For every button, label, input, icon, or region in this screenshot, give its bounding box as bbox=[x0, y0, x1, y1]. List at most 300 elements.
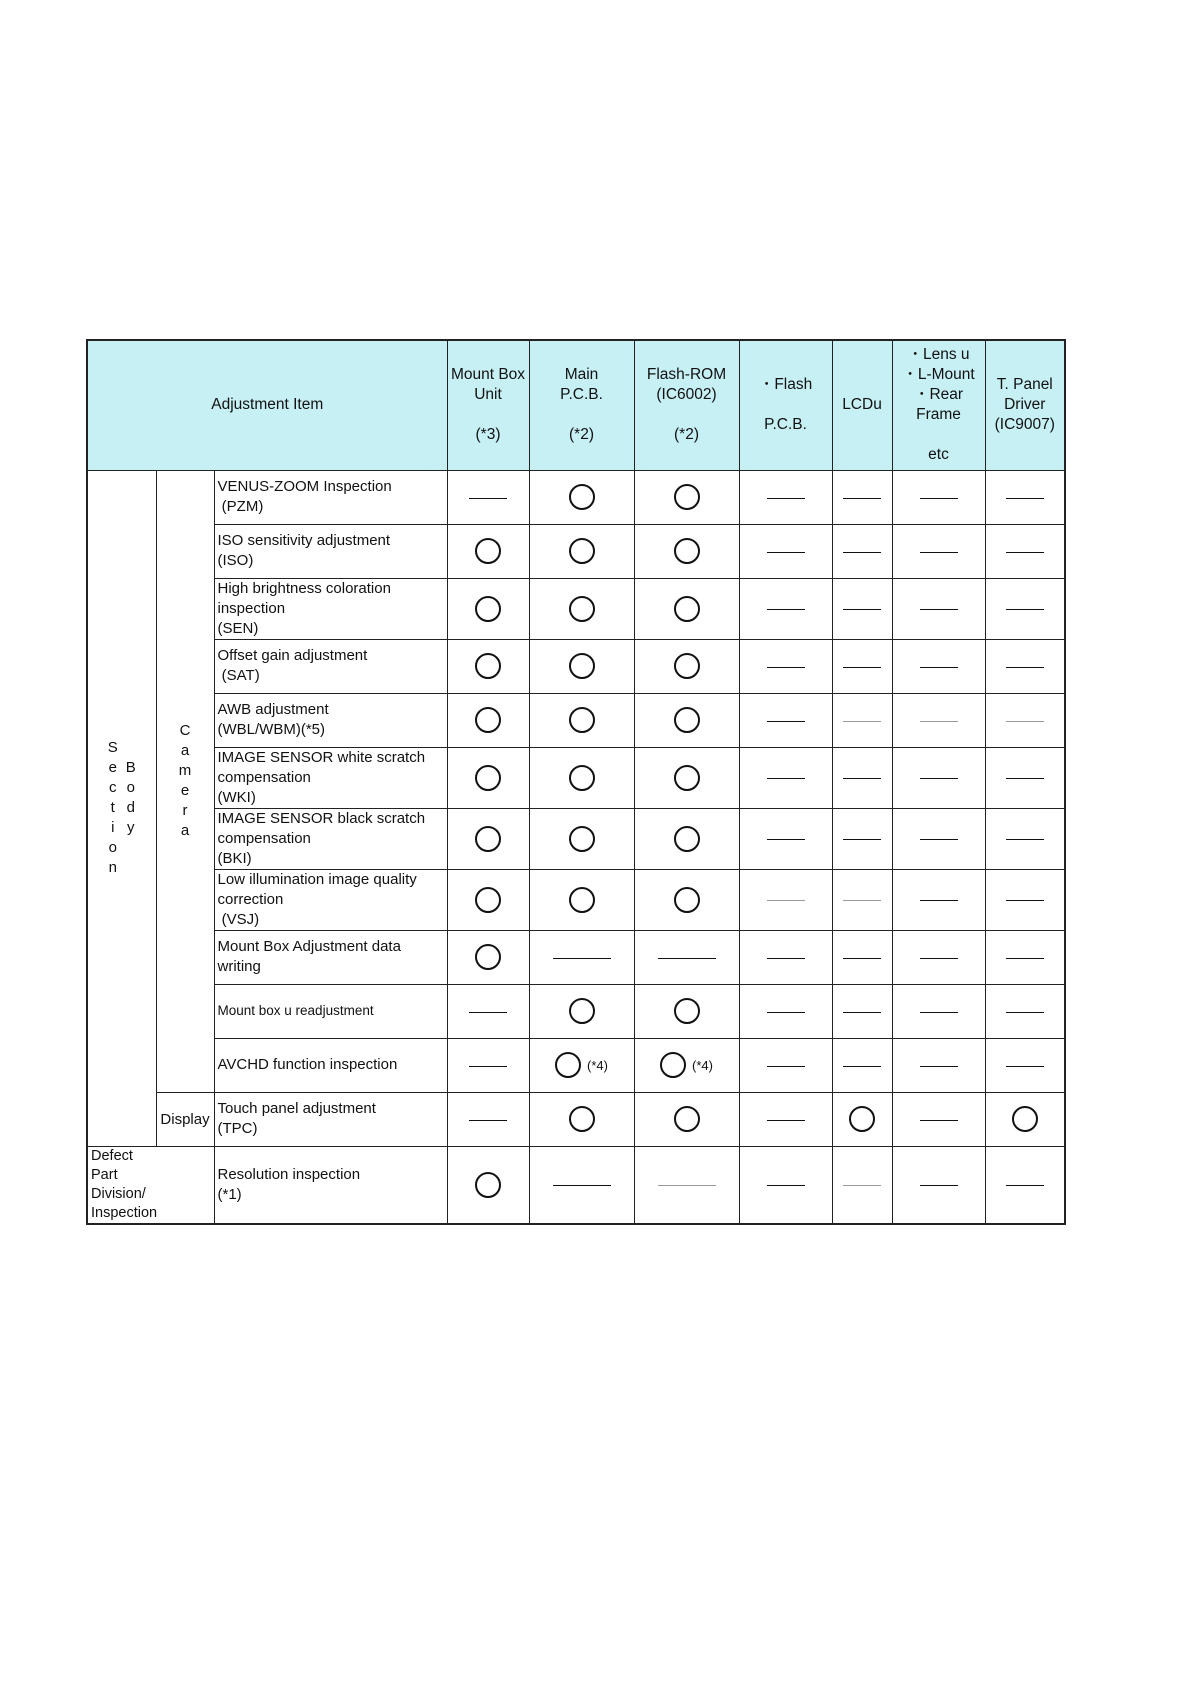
header-line: ・Flash bbox=[758, 376, 813, 394]
mark-cell bbox=[832, 984, 892, 1038]
dash-mark-icon bbox=[920, 778, 958, 779]
letter: t bbox=[110, 799, 115, 816]
mark-cell bbox=[739, 984, 832, 1038]
table-row bbox=[87, 1092, 1065, 1146]
header-line: Flash-ROM bbox=[646, 366, 727, 384]
item-line: inspection bbox=[217, 599, 286, 617]
dash-mark-icon bbox=[767, 498, 805, 499]
mark-cell bbox=[447, 930, 529, 984]
mark-cell bbox=[529, 984, 634, 1038]
mark-cell bbox=[832, 693, 892, 747]
mark-cell bbox=[985, 578, 1065, 639]
dash-mark-icon bbox=[767, 609, 805, 610]
header-line: Main bbox=[564, 366, 599, 384]
letter: c bbox=[108, 779, 117, 796]
circle-mark-icon bbox=[674, 707, 700, 733]
item-line: Low illumination image quality bbox=[217, 870, 417, 888]
adjustment-item bbox=[214, 639, 447, 693]
mark-cell bbox=[832, 470, 892, 524]
dash-mark-icon bbox=[767, 958, 805, 959]
header-line: (IC6002) bbox=[656, 386, 717, 404]
circle-mark-icon bbox=[569, 707, 595, 733]
circle-mark-icon bbox=[1012, 1106, 1038, 1132]
letter: y bbox=[127, 819, 135, 836]
dash-mark-icon bbox=[767, 778, 805, 779]
table-row bbox=[87, 524, 1065, 578]
item-line: (SEN) bbox=[217, 619, 259, 637]
mark-cell bbox=[634, 984, 739, 1038]
mark-cell bbox=[892, 869, 985, 930]
mark-cell bbox=[832, 524, 892, 578]
defect-line: Division/ bbox=[91, 1185, 146, 1202]
mark-cell bbox=[739, 1092, 832, 1146]
dash-mark-icon bbox=[920, 552, 958, 553]
mark-cell bbox=[739, 747, 832, 808]
circle-mark-icon bbox=[475, 826, 501, 852]
mark-cell bbox=[985, 808, 1065, 869]
circle-mark-icon bbox=[674, 484, 700, 510]
mark-cell bbox=[634, 578, 739, 639]
circle-mark-icon bbox=[674, 998, 700, 1024]
mark-cell bbox=[447, 1146, 529, 1224]
item-line: compensation bbox=[217, 768, 311, 786]
dash-mark-icon bbox=[1006, 721, 1044, 722]
mark-cell bbox=[985, 1092, 1065, 1146]
item-line: ISO sensitivity adjustment bbox=[217, 532, 391, 549]
item-line: (VSJ) bbox=[217, 910, 260, 928]
mark-cell bbox=[892, 1092, 985, 1146]
table-row bbox=[87, 1146, 1065, 1224]
header-line: (IC9007) bbox=[994, 416, 1055, 434]
header-line-gap bbox=[530, 405, 634, 425]
dash-mark-icon bbox=[767, 552, 805, 553]
mark-cell bbox=[529, 470, 634, 524]
mark-cell bbox=[529, 639, 634, 693]
header-line: ・Lens u bbox=[907, 346, 970, 364]
header-line-gap bbox=[893, 425, 985, 445]
table-row bbox=[87, 578, 1065, 639]
mark-cell bbox=[985, 639, 1065, 693]
header-line: ・L-Mount bbox=[902, 366, 975, 384]
header-main-pcb bbox=[529, 340, 634, 470]
header-line: Frame bbox=[916, 406, 961, 424]
dash-mark-icon bbox=[553, 1185, 611, 1186]
note-marker: (*4) bbox=[587, 1057, 608, 1073]
header-line: etc bbox=[928, 446, 949, 464]
dash-mark-icon bbox=[843, 667, 881, 668]
defect-line: Defect bbox=[91, 1147, 133, 1164]
table-row bbox=[87, 639, 1065, 693]
mark-cell bbox=[529, 808, 634, 869]
mark-cell bbox=[634, 747, 739, 808]
header-line: (*2) bbox=[569, 426, 594, 444]
mark-cell bbox=[529, 1092, 634, 1146]
letter: e bbox=[108, 759, 117, 776]
mark-cell bbox=[985, 524, 1065, 578]
adjustment-item bbox=[214, 693, 447, 747]
dash-mark-icon bbox=[843, 1012, 881, 1013]
circle-mark-icon bbox=[475, 765, 501, 791]
adjustment-item bbox=[214, 1146, 447, 1224]
letter: S bbox=[107, 739, 118, 756]
item-line: (BKI) bbox=[217, 849, 252, 867]
dash-mark-icon bbox=[843, 721, 881, 722]
dash-mark-icon bbox=[469, 498, 507, 499]
dash-mark-icon bbox=[469, 1120, 507, 1121]
mark-cell bbox=[832, 1038, 892, 1092]
item-line: (WBL/WBM)(*5) bbox=[217, 721, 325, 738]
dash-mark-icon bbox=[1006, 552, 1044, 553]
mark-cell bbox=[985, 747, 1065, 808]
dash-mark-icon bbox=[469, 1012, 507, 1013]
circle-mark-icon bbox=[569, 998, 595, 1024]
adjustment-item bbox=[214, 1092, 447, 1146]
header-line: P.C.B. bbox=[764, 416, 807, 434]
table-row bbox=[87, 747, 1065, 808]
item-line: Mount Box Adjustment data bbox=[217, 938, 401, 955]
adjustment-item bbox=[214, 747, 447, 808]
letter: e bbox=[180, 782, 190, 799]
circle-mark-icon bbox=[569, 484, 595, 510]
dash-mark-icon bbox=[553, 958, 611, 959]
circle-mark-icon bbox=[569, 765, 595, 791]
mark-cell bbox=[832, 869, 892, 930]
mark-cell bbox=[529, 1038, 634, 1092]
dash-mark-icon bbox=[658, 1185, 716, 1186]
table-row bbox=[87, 808, 1065, 869]
circle-mark-icon bbox=[569, 596, 595, 622]
dash-mark-icon bbox=[1006, 839, 1044, 840]
dash-mark-icon bbox=[1006, 1012, 1044, 1013]
dash-mark-icon bbox=[1006, 609, 1044, 610]
item-line: Offset gain adjustment bbox=[217, 647, 368, 664]
mark-cell bbox=[739, 470, 832, 524]
circle-mark-icon bbox=[674, 596, 700, 622]
mark-cell bbox=[529, 578, 634, 639]
mark-cell bbox=[892, 747, 985, 808]
mark-cell bbox=[447, 808, 529, 869]
mark-cell bbox=[529, 524, 634, 578]
mark-cell bbox=[985, 470, 1065, 524]
mark-cell bbox=[892, 1146, 985, 1224]
mark-cell bbox=[634, 808, 739, 869]
mark-cell bbox=[832, 930, 892, 984]
mark-cell bbox=[634, 869, 739, 930]
adjustment-item bbox=[214, 470, 447, 524]
adjustment-item bbox=[214, 578, 447, 639]
dash-mark-icon bbox=[920, 667, 958, 668]
dash-mark-icon bbox=[469, 1066, 507, 1067]
body-vertical-label bbox=[126, 758, 136, 838]
dash-mark-icon bbox=[843, 498, 881, 499]
circle-mark-icon bbox=[475, 887, 501, 913]
dash-mark-icon bbox=[843, 839, 881, 840]
mark-cell bbox=[529, 747, 634, 808]
table-row bbox=[87, 869, 1065, 930]
mark-cell bbox=[634, 524, 739, 578]
dash-mark-icon bbox=[1006, 778, 1044, 779]
adjustment-item bbox=[214, 984, 447, 1038]
dash-mark-icon bbox=[1006, 667, 1044, 668]
mark-cell bbox=[832, 747, 892, 808]
dash-mark-icon bbox=[920, 1012, 958, 1013]
mark-cell bbox=[832, 639, 892, 693]
dash-mark-icon bbox=[843, 552, 881, 553]
header-line-gap bbox=[448, 405, 529, 425]
item-line: High brightness coloration bbox=[217, 579, 391, 597]
header-line-gap bbox=[740, 395, 832, 415]
display-label: Display bbox=[156, 1092, 214, 1146]
letter: B bbox=[125, 759, 136, 776]
item-line: (ISO) bbox=[217, 552, 254, 569]
mark-cell bbox=[529, 930, 634, 984]
circle-mark-icon bbox=[475, 707, 501, 733]
dash-mark-icon bbox=[767, 667, 805, 668]
table-row bbox=[87, 984, 1065, 1038]
mark-cell bbox=[447, 639, 529, 693]
letter: i bbox=[111, 819, 115, 836]
dash-mark-icon bbox=[920, 900, 958, 901]
mark-cell bbox=[447, 693, 529, 747]
mark-cell bbox=[892, 524, 985, 578]
defect-part-label bbox=[87, 1146, 214, 1224]
dash-mark-icon bbox=[843, 958, 881, 959]
adjustment-item bbox=[214, 930, 447, 984]
mark-cell bbox=[447, 524, 529, 578]
header-line: P.C.B. bbox=[560, 386, 603, 404]
item-line: (PZM) bbox=[217, 498, 264, 515]
defect-line: Part bbox=[91, 1166, 118, 1183]
circle-mark-icon bbox=[569, 887, 595, 913]
mark-cell bbox=[892, 693, 985, 747]
mark-cell bbox=[892, 639, 985, 693]
item-line: VENUS-ZOOM Inspection bbox=[217, 478, 392, 495]
table-row bbox=[87, 693, 1065, 747]
mark-cell bbox=[739, 930, 832, 984]
section-label bbox=[87, 470, 156, 1146]
header-adjustment-item: Adjustment Item bbox=[87, 340, 447, 470]
letter: r bbox=[182, 802, 188, 819]
dash-mark-icon bbox=[1006, 1185, 1044, 1186]
mark-cell bbox=[832, 578, 892, 639]
dash-mark-icon bbox=[1006, 958, 1044, 959]
circle-mark-icon bbox=[555, 1052, 581, 1078]
header-mount-box-unit bbox=[447, 340, 529, 470]
mark-cell bbox=[447, 869, 529, 930]
mark-cell bbox=[529, 869, 634, 930]
dash-mark-icon bbox=[1006, 1066, 1044, 1067]
dash-mark-icon bbox=[920, 1185, 958, 1186]
table-body bbox=[87, 470, 1065, 1224]
circle-mark-icon bbox=[569, 653, 595, 679]
mark-cell bbox=[447, 747, 529, 808]
header-line: Driver bbox=[1004, 396, 1046, 414]
item-line: (*1) bbox=[217, 1185, 242, 1203]
item-line: compensation bbox=[217, 829, 311, 847]
letter: a bbox=[180, 742, 190, 759]
mark-cell bbox=[985, 984, 1065, 1038]
item-line: (TPC) bbox=[217, 1120, 258, 1137]
circle-mark-icon bbox=[475, 944, 501, 970]
header-line: (*3) bbox=[475, 426, 501, 444]
mark-cell bbox=[739, 869, 832, 930]
mark-cell bbox=[985, 869, 1065, 930]
item-line: IMAGE SENSOR black scratch bbox=[217, 809, 426, 827]
letter: m bbox=[178, 762, 192, 779]
letter: n bbox=[108, 859, 117, 876]
header-lens-mount bbox=[892, 340, 985, 470]
dash-mark-icon bbox=[767, 1012, 805, 1013]
circle-mark-icon bbox=[674, 887, 700, 913]
camera-vertical-label bbox=[179, 721, 192, 841]
header-line: LCDu bbox=[842, 396, 882, 414]
mark-cell bbox=[892, 984, 985, 1038]
mark-cell bbox=[634, 930, 739, 984]
header-line: ・Rear bbox=[913, 386, 964, 404]
section-vertical-label bbox=[108, 738, 118, 878]
mark-cell bbox=[529, 1146, 634, 1224]
dash-mark-icon bbox=[843, 900, 881, 901]
item-line: (WKI) bbox=[217, 788, 256, 806]
item-line: Resolution inspection bbox=[217, 1165, 361, 1183]
circle-mark-icon bbox=[569, 1106, 595, 1132]
mark-cell bbox=[985, 930, 1065, 984]
letter: d bbox=[126, 799, 135, 816]
mark-cell bbox=[892, 578, 985, 639]
letter: o bbox=[108, 839, 117, 856]
header-lcdu bbox=[832, 340, 892, 470]
mark-cell bbox=[739, 1146, 832, 1224]
circle-mark-icon bbox=[674, 765, 700, 791]
circle-mark-icon bbox=[660, 1052, 686, 1078]
mark-cell bbox=[447, 1038, 529, 1092]
mark-cell bbox=[985, 1146, 1065, 1224]
camera-label bbox=[156, 470, 214, 1092]
header-line: (*2) bbox=[674, 426, 699, 444]
dash-mark-icon bbox=[767, 1185, 805, 1186]
table-row bbox=[87, 1038, 1065, 1092]
mark-cell bbox=[447, 984, 529, 1038]
dash-mark-icon bbox=[843, 778, 881, 779]
dash-mark-icon bbox=[767, 839, 805, 840]
dash-mark-icon bbox=[1006, 900, 1044, 901]
letter: C bbox=[179, 722, 191, 739]
adjustment-table bbox=[86, 339, 1066, 1225]
circle-mark-icon bbox=[569, 826, 595, 852]
adjustment-item bbox=[214, 808, 447, 869]
circle-mark-icon bbox=[674, 538, 700, 564]
note-marker: (*4) bbox=[692, 1057, 713, 1073]
item-line: AWB adjustment bbox=[217, 701, 329, 718]
dash-mark-icon bbox=[843, 1185, 881, 1186]
mark-cell bbox=[739, 578, 832, 639]
dash-mark-icon bbox=[767, 1120, 805, 1121]
dash-mark-icon bbox=[767, 721, 805, 722]
mark-cell bbox=[634, 639, 739, 693]
dash-mark-icon bbox=[920, 958, 958, 959]
mark-cell bbox=[739, 639, 832, 693]
header-line: Mount Box bbox=[450, 366, 526, 384]
header-line: Unit bbox=[474, 386, 502, 404]
circle-mark-icon bbox=[475, 538, 501, 564]
letter: o bbox=[126, 779, 135, 796]
dash-mark-icon bbox=[920, 609, 958, 610]
circle-mark-icon bbox=[475, 596, 501, 622]
mark-cell bbox=[739, 693, 832, 747]
mark-cell bbox=[447, 470, 529, 524]
mark-cell bbox=[634, 470, 739, 524]
circle-mark-icon bbox=[475, 1172, 501, 1198]
dash-mark-icon bbox=[767, 1066, 805, 1067]
header-row bbox=[87, 340, 1065, 470]
mark-cell bbox=[447, 578, 529, 639]
circle-mark-icon bbox=[569, 538, 595, 564]
item-line: writing bbox=[217, 958, 261, 975]
circle-mark-icon bbox=[674, 653, 700, 679]
item-line: (SAT) bbox=[217, 667, 260, 684]
header-t-panel-driver bbox=[985, 340, 1065, 470]
header-line: T. Panel bbox=[996, 376, 1053, 394]
mark-cell bbox=[892, 930, 985, 984]
dash-mark-icon bbox=[658, 958, 716, 959]
letter: a bbox=[180, 822, 190, 839]
dash-mark-icon bbox=[920, 721, 958, 722]
header-flash-pcb bbox=[739, 340, 832, 470]
adjustment-item bbox=[214, 524, 447, 578]
mark-cell bbox=[985, 693, 1065, 747]
table-row bbox=[87, 470, 1065, 524]
mark-cell bbox=[634, 693, 739, 747]
circle-mark-icon bbox=[849, 1106, 875, 1132]
dash-mark-icon bbox=[843, 1066, 881, 1067]
dash-mark-icon bbox=[767, 900, 805, 901]
mark-cell bbox=[892, 470, 985, 524]
mark-cell bbox=[892, 808, 985, 869]
mark-cell bbox=[739, 808, 832, 869]
circle-mark-icon bbox=[674, 826, 700, 852]
item-line: correction bbox=[217, 890, 284, 908]
dash-mark-icon bbox=[920, 1120, 958, 1121]
mark-cell bbox=[739, 524, 832, 578]
mark-cell bbox=[985, 1038, 1065, 1092]
item-line: Mount box u readjustment bbox=[217, 1003, 374, 1018]
mark-cell bbox=[634, 1092, 739, 1146]
circle-mark-icon bbox=[674, 1106, 700, 1132]
item-line: AVCHD function inspection bbox=[217, 1056, 398, 1073]
item-line: IMAGE SENSOR white scratch bbox=[217, 748, 426, 766]
dash-mark-icon bbox=[843, 609, 881, 610]
mark-cell bbox=[529, 693, 634, 747]
mark-cell bbox=[447, 1092, 529, 1146]
adjustment-item bbox=[214, 869, 447, 930]
mark-cell bbox=[634, 1146, 739, 1224]
section-body-labels bbox=[88, 738, 156, 878]
adjustment-item bbox=[214, 1038, 447, 1092]
dash-mark-icon bbox=[920, 839, 958, 840]
item-line: Touch panel adjustment bbox=[217, 1100, 376, 1117]
mark-cell bbox=[739, 1038, 832, 1092]
dash-mark-icon bbox=[920, 1066, 958, 1067]
defect-line: Inspection bbox=[91, 1204, 158, 1221]
mark-cell bbox=[832, 1146, 892, 1224]
mark-cell bbox=[832, 1092, 892, 1146]
mark-cell bbox=[832, 808, 892, 869]
circle-mark-icon bbox=[475, 653, 501, 679]
table-row bbox=[87, 930, 1065, 984]
mark-cell bbox=[634, 1038, 739, 1092]
header-line-gap bbox=[635, 405, 739, 425]
dash-mark-icon bbox=[920, 498, 958, 499]
